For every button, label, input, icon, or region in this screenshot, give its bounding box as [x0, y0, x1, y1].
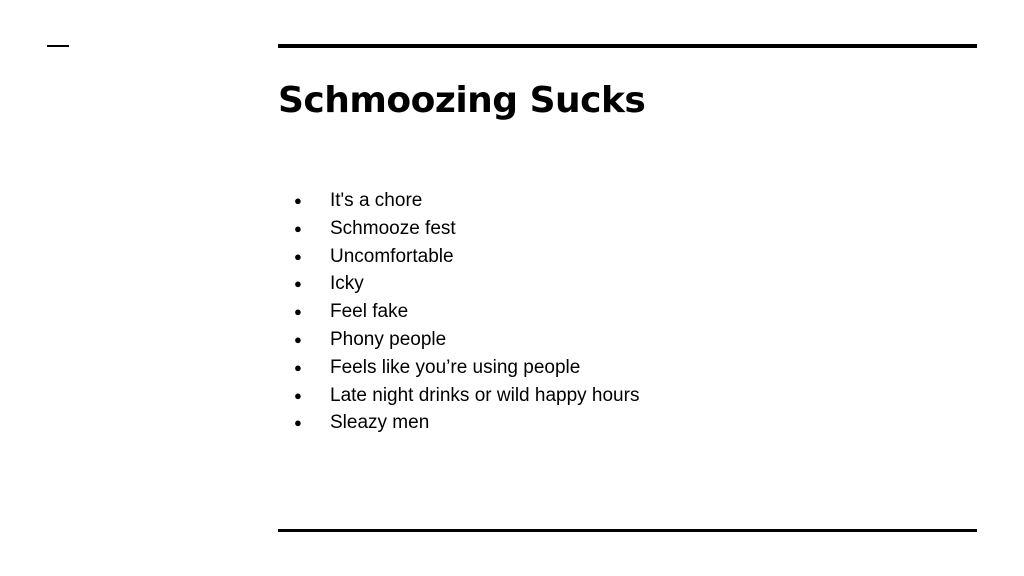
bullet-dot-icon: ● — [294, 193, 302, 208]
bullet-item — [278, 243, 639, 271]
bullet-dot-icon: ● — [294, 220, 302, 236]
bullet-list — [278, 187, 639, 437]
slide-title: Schmoozing Sucks — [278, 80, 646, 121]
bullet-item — [278, 382, 639, 410]
bullet-text: Icky — [330, 273, 364, 295]
bullet-text: Schmooze fest — [330, 217, 456, 239]
bullet-item — [278, 354, 639, 382]
bullet-item — [278, 270, 639, 298]
top-rule — [278, 44, 977, 48]
bullet-item — [278, 215, 639, 243]
bullet-text: Feels like you’re using people — [330, 356, 581, 378]
bullet-text: Late night drinks or wild happy hours — [330, 384, 640, 406]
bullet-dot-icon: ● — [294, 415, 302, 431]
bullet-dot-icon: ● — [294, 304, 302, 320]
bullet-text: It's a chore — [330, 190, 423, 211]
bullet-dot-icon: ● — [294, 331, 302, 347]
bullet-text: Feel fake — [330, 301, 409, 323]
bullet-text: Sleazy men — [330, 412, 430, 434]
bullet-text: Uncomfortable — [330, 245, 454, 267]
bullet-dot-icon: ● — [294, 248, 302, 264]
bullet-text: Phony people — [330, 328, 447, 350]
bullet-dot-icon: ● — [294, 276, 302, 292]
bullet-dot-icon: ● — [294, 387, 302, 403]
bullet-dot-icon: ● — [294, 359, 302, 375]
bullet-item — [278, 326, 639, 354]
bullet-item — [278, 187, 639, 215]
bullet-item — [278, 298, 639, 326]
corner-dash-decoration — [47, 45, 69, 47]
bullet-item — [278, 409, 639, 437]
bottom-rule — [278, 529, 977, 532]
